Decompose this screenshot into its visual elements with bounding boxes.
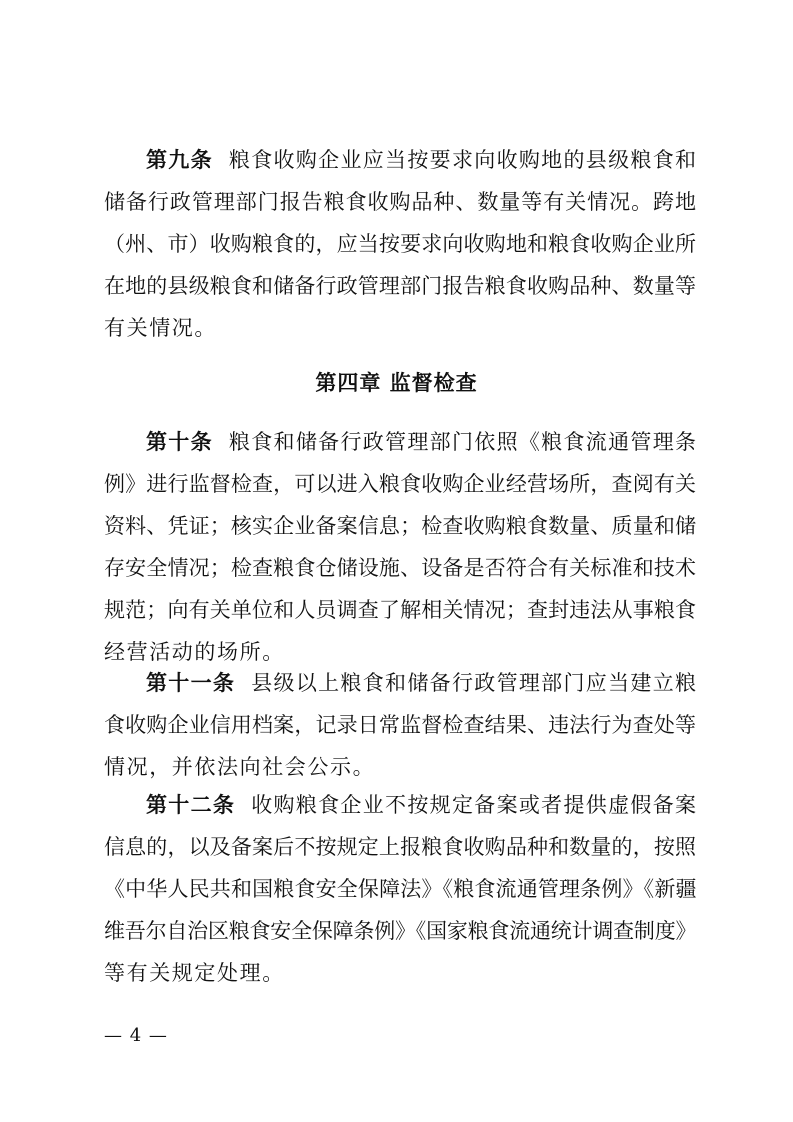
article-11-line-2: 食收购企业信用档案，记录日常监督检查结果、违法行为查处等: [104, 713, 696, 737]
page-number: — 4 —: [104, 1025, 168, 1046]
article-12-label: 第十二条: [146, 793, 236, 817]
article-11-line-3: 情况，并依法向社会公示。: [104, 755, 376, 779]
article-9-line-4: 在地的县级粮食和储备行政管理部门报告粮食收购品种、数量等: [104, 274, 696, 298]
article-10-line-2: 例》进行监督检查，可以进入粮食收购企业经营场所，查阅有关: [104, 472, 696, 496]
article-11-line-1: 第十一条 县级以上粮食和储备行政管理部门应当建立粮: [146, 671, 696, 695]
article-12-line-4: 维吾尔自治区粮食安全保障条例》《国家粮食流通统计调查制度》: [104, 919, 696, 943]
article-9-line-2: 储备行政管理部门报告粮食收购品种、数量等有关情况。跨地: [104, 190, 696, 214]
article-10-line-6: 经营活动的场所。: [104, 640, 285, 664]
article-9-line-3: （州、市）收购粮食的，应当按要求向收购地和粮食收购企业所: [104, 232, 696, 256]
article-10-line-1: 第十条 粮食和储备行政管理部门依照《粮食流通管理条: [146, 430, 697, 454]
article-9-label: 第九条: [146, 148, 213, 172]
article-10-line-5: 规范；向有关单位和人员调查了解相关情况；查封违法从事粮食: [104, 598, 696, 622]
chapter-heading: 第四章 监督检查: [315, 371, 478, 395]
article-12-line-3: 《中华人民共和国粮食安全保障法》《粮食流通管理条例》《新疆: [104, 877, 696, 901]
article-12-line-5: 等有关规定处理。: [104, 961, 285, 985]
article-9-line-1: 第九条 粮食收购企业应当按要求向收购地的县级粮食和: [146, 148, 697, 172]
article-10-line-4: 存安全情况；检查粮食仓储设施、设备是否符合有关标准和技术: [104, 556, 696, 580]
article-9-line-5: 有关情况。: [104, 316, 217, 340]
article-12-line-2: 信息的，以及备案后不按规定上报粮食收购品种和数量的，按照: [104, 835, 696, 859]
article-10-label: 第十条: [146, 430, 213, 454]
article-11-label: 第十一条: [146, 671, 236, 695]
article-10-line-3: 资料、凭证；核实企业备案信息；检查收购粮食数量、质量和储: [104, 514, 696, 538]
article-12-line-1: 第十二条 收购粮食企业不按规定备案或者提供虚假备案: [146, 793, 696, 817]
